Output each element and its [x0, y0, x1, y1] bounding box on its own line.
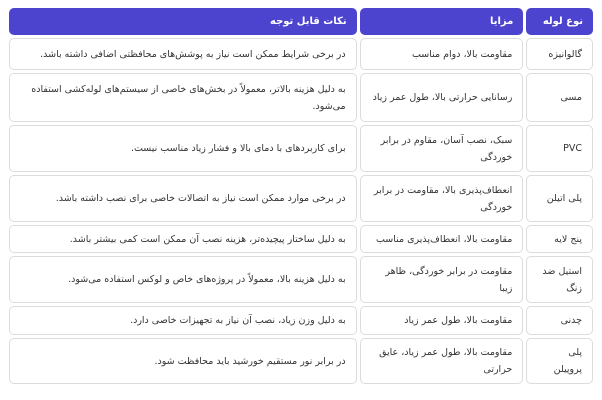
cell-notes: به دلیل هزینه بالاتر، معمولاً در بخش‌های خاصی از سیستم‌های لوله‌کشی استفاده می‌شود. [9, 73, 357, 122]
table-row [9, 338, 593, 384]
table-row [9, 175, 593, 222]
cell-pipe-type: پلی پروپیلن [526, 338, 593, 384]
table-row [9, 125, 593, 172]
cell-notes: در برابر نور مستقیم خورشید باید محافظت شود. [9, 338, 357, 384]
header-advantages: مزایا [360, 8, 524, 35]
header-pipe-type: نوع لوله [526, 8, 593, 35]
pipe-comparison-table [6, 5, 596, 387]
cell-pipe-type: پلی اتیلن [526, 175, 593, 222]
cell-pipe-type: مسی [526, 73, 593, 122]
cell-advantages: رسانایی حرارتی بالا، طول عمر زیاد [360, 73, 524, 122]
cell-advantages: مقاومت بالا، دوام مناسب [360, 38, 524, 70]
cell-pipe-type: استیل ضد زنگ [526, 256, 593, 303]
table-row [9, 306, 593, 335]
cell-notes: به دلیل وزن زیاد، نصب آن نیاز به تجهیزات خاصی دارد. [9, 306, 357, 335]
table-row [9, 225, 593, 253]
cell-notes: در برخی شرایط ممکن است نیاز به پوشش‌های محافظتی اضافی داشته باشد. [9, 38, 357, 70]
cell-advantages: انعطاف‌پذیری بالا، مقاومت در برابر خوردگی [360, 175, 524, 222]
pipe-comparison-table-container [6, 5, 596, 387]
cell-advantages: سبک، نصب آسان، مقاوم در برابر خوردگی [360, 125, 524, 172]
cell-notes: به دلیل ساختار پیچیده‌تر، هزینه نصب آن ممکن است کمی بیشتر باشد. [9, 225, 357, 253]
table-header-row [9, 8, 593, 35]
table-row [9, 38, 593, 70]
cell-notes: برای کاربردهای با دمای بالا و فشار زیاد مناسب نیست. [9, 125, 357, 172]
cell-pipe-type: پنج لایه [526, 225, 593, 253]
cell-pipe-type: گالوانیزه [526, 38, 593, 70]
cell-pipe-type: PVC [526, 125, 593, 172]
cell-advantages: مقاومت بالا، انعطاف‌پذیری مناسب [360, 225, 524, 253]
table-row [9, 73, 593, 122]
header-notes: نکات قابل توجه [9, 8, 357, 35]
cell-advantages: مقاومت در برابر خوردگی، ظاهر زیبا [360, 256, 524, 303]
table-row [9, 256, 593, 303]
cell-notes: به دلیل هزینه بالا، معمولاً در پروژه‌های خاص و لوکس استفاده می‌شود. [9, 256, 357, 303]
cell-advantages: مقاومت بالا، طول عمر زیاد، عایق حرارتی [360, 338, 524, 384]
cell-notes: در برخی موارد ممکن است نیاز به اتصالات خاصی برای نصب داشته باشد. [9, 175, 357, 222]
cell-pipe-type: چدنی [526, 306, 593, 335]
cell-advantages: مقاومت بالا، طول عمر زیاد [360, 306, 524, 335]
